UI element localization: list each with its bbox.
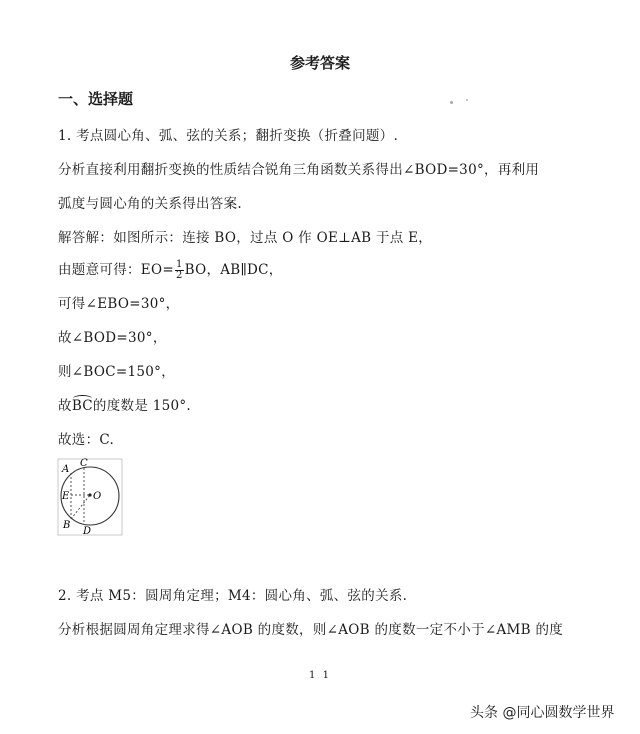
scan-speck: [466, 99, 468, 101]
watermark: 头条 @同心圆数学世界: [470, 705, 615, 721]
page-number: 1 1: [309, 670, 331, 681]
segment-bo: [71, 495, 90, 519]
circle-diagram: [57, 458, 123, 536]
label-o: O: [93, 491, 102, 502]
scan-speck: [450, 101, 453, 104]
q1-step-2: 可得∠EBO=30°，: [58, 296, 180, 312]
q1-step-3: 故∠BOD=30°，: [58, 330, 167, 346]
label-b: B: [63, 520, 71, 531]
q1-analysis-line-1: 分析直接利用翻折变换的性质结合锐角三角函数关系得出∠BOD=30°，再利用: [58, 162, 540, 178]
q1-step-1: [58, 258, 283, 281]
fraction-numerator: 1: [175, 259, 183, 270]
q1-step-4: 则∠BOC=150°，: [58, 364, 176, 380]
center-point: [88, 493, 91, 496]
fraction-one-half: [175, 260, 184, 281]
q2-analysis: 分析根据圆周角定理求得∠AOB 的度数，则∠AOB 的度数一定不小于∠AMB 的度: [58, 622, 564, 638]
q1-answer: 故选：C.: [58, 432, 115, 448]
q1-heading: 1. 考点圆心角、弧、弦的关系；翻折变换（折叠问题）.: [58, 128, 399, 144]
label-c: C: [80, 458, 88, 469]
label-a: A: [62, 464, 70, 475]
q1-step-5-pre: 故: [58, 398, 72, 414]
q1-step-1-pre: 由题意可得：EO=: [58, 262, 174, 278]
q1-step-5: [58, 394, 191, 414]
label-e: E: [62, 491, 70, 502]
section-heading: 一、选择题: [58, 90, 134, 108]
q1-step-5-post: 的度数是 150°.: [92, 398, 192, 414]
fraction-denominator: 2: [175, 270, 183, 281]
q1-solution-line: 解答解：如图所示：连接 BO，过点 O 作 OE⊥AB 于点 E，: [58, 230, 433, 246]
page-title: 参考答案: [289, 54, 350, 72]
q1-step-1-post: BO，AB∥DC，: [184, 262, 283, 278]
label-d: D: [83, 526, 92, 536]
q1-analysis-line-2: 弧度与圆心角的关系得出答案.: [58, 196, 242, 212]
q2-heading: 2. 考点 M5：圆周角定理；M4：圆心角、弧、弦的关系.: [58, 588, 408, 604]
arc-bc-symbol: BC: [71, 398, 93, 414]
